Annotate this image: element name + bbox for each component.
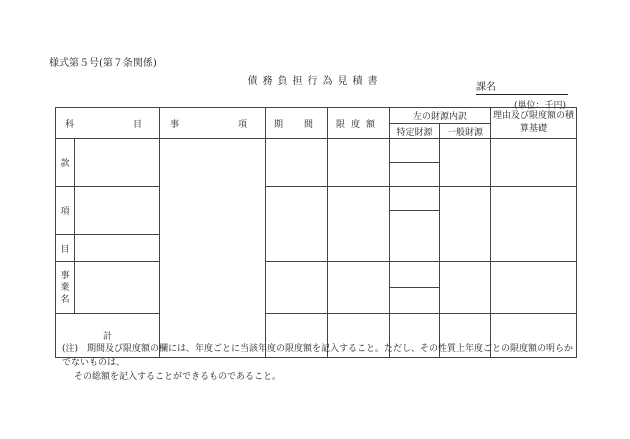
cell-period-2 bbox=[266, 187, 328, 262]
cell-period-3 bbox=[266, 262, 328, 314]
row-label-total: 計 bbox=[56, 314, 160, 358]
header-funding: 左の財源内訳 bbox=[390, 108, 491, 124]
header-category: 科 目 bbox=[56, 108, 160, 139]
cell-reason-2 bbox=[491, 187, 577, 262]
cell-specific-1a bbox=[390, 139, 440, 163]
row-label-project: 事業名 bbox=[56, 262, 75, 314]
cell-kan-value bbox=[75, 139, 160, 187]
cell-specific-2b bbox=[390, 211, 440, 262]
header-general: 一般財源 bbox=[440, 124, 491, 139]
cell-general-1 bbox=[440, 139, 491, 187]
cell-period-1 bbox=[266, 139, 328, 187]
row-label-kou: 項 bbox=[56, 187, 75, 235]
footnote-line-1: (注) 期間及び限度額の欄には、年度ごとに当該年度の限度額を記入すること。ただし、その性質上年度ごとの限度額の明らかでないものは、 bbox=[62, 344, 574, 368]
cell-reason-3 bbox=[491, 262, 577, 314]
cell-project-value bbox=[75, 262, 160, 314]
cell-reason-1 bbox=[491, 139, 577, 187]
row-label-kan: 款 bbox=[56, 139, 75, 187]
cell-limit-3 bbox=[328, 262, 390, 314]
header-limit: 限度額 bbox=[328, 108, 390, 139]
cell-limit-1 bbox=[328, 139, 390, 187]
header-specific: 特定財源 bbox=[390, 124, 440, 139]
cell-general-2 bbox=[440, 187, 491, 262]
cell-specific-1b bbox=[390, 163, 440, 187]
cell-moku-value bbox=[75, 235, 160, 262]
header-matter: 事 項 bbox=[160, 108, 266, 139]
header-period: 期 間 bbox=[266, 108, 328, 139]
cell-specific-3a bbox=[390, 262, 440, 288]
footnote bbox=[62, 342, 582, 384]
estimate-table bbox=[55, 107, 577, 358]
cell-kou-value bbox=[75, 187, 160, 235]
form-number: 様式第５号(第７条関係) bbox=[49, 58, 157, 69]
cell-matter bbox=[160, 139, 266, 358]
department-field: 課名 bbox=[476, 82, 568, 95]
header-reason: 理由及び限度額の積算基礎 bbox=[491, 108, 577, 139]
cell-specific-2a bbox=[390, 187, 440, 211]
footnote-line-2: その総額を記入することができるものであること。 bbox=[74, 372, 282, 382]
document-title: 債務負担行為見積書 bbox=[247, 76, 383, 87]
cell-specific-3b bbox=[390, 288, 440, 314]
cell-general-3 bbox=[440, 262, 491, 314]
row-label-moku: 目 bbox=[56, 235, 75, 262]
cell-limit-2 bbox=[328, 187, 390, 262]
unit-label: (単位：千円) bbox=[514, 101, 567, 111]
